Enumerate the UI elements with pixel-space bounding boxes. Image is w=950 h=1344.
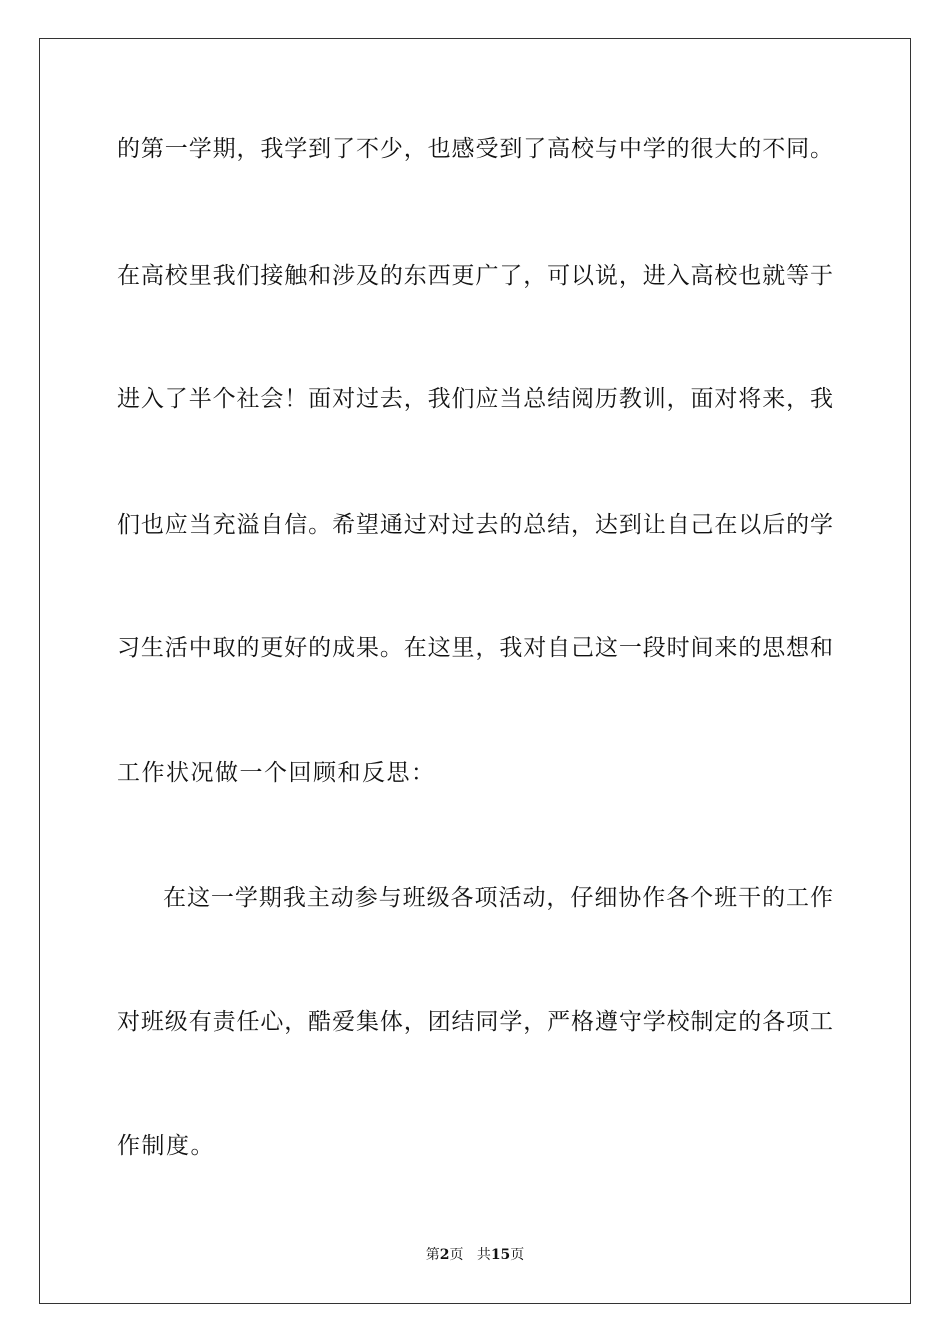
body-line-5: 习生活中取的更好的成果。在这里，我对自己这一段时间来的思想和 bbox=[117, 635, 833, 661]
page-border bbox=[39, 38, 911, 1304]
page-prefix: 第 bbox=[425, 1247, 440, 1263]
body-line-8: 对班级有责任心，酷爱集体，团结同学，严格遵守学校制定的各项工 bbox=[117, 1009, 833, 1035]
body-line-3: 进入了半个社会！面对过去，我们应当总结阅历教训，面对将来，我 bbox=[117, 386, 833, 412]
page-footer bbox=[0, 1246, 950, 1264]
total-suffix: 页 bbox=[510, 1247, 525, 1263]
body-line-2: 在高校里我们接触和涉及的东西更广了，可以说，进入高校也就等于 bbox=[117, 263, 833, 289]
page-suffix: 页 bbox=[449, 1247, 464, 1263]
total-pages: 15 bbox=[490, 1247, 511, 1263]
body-line-7-paragraph-start: 在这一学期我主动参与班级各项活动，仔细协作各个班干的工作 bbox=[163, 885, 833, 911]
body-line-1: 的第一学期，我学到了不少，也感受到了高校与中学的很大的不同。 bbox=[117, 136, 833, 162]
body-line-6: 工作状况做一个回顾和反思： bbox=[117, 760, 436, 786]
body-line-9: 作制度。 bbox=[117, 1133, 215, 1159]
total-prefix: 共 bbox=[476, 1247, 491, 1263]
page-number: 2 bbox=[439, 1247, 450, 1263]
body-line-4: 们也应当充溢自信。希望通过对过去的总结，达到让自己在以后的学 bbox=[117, 512, 833, 538]
